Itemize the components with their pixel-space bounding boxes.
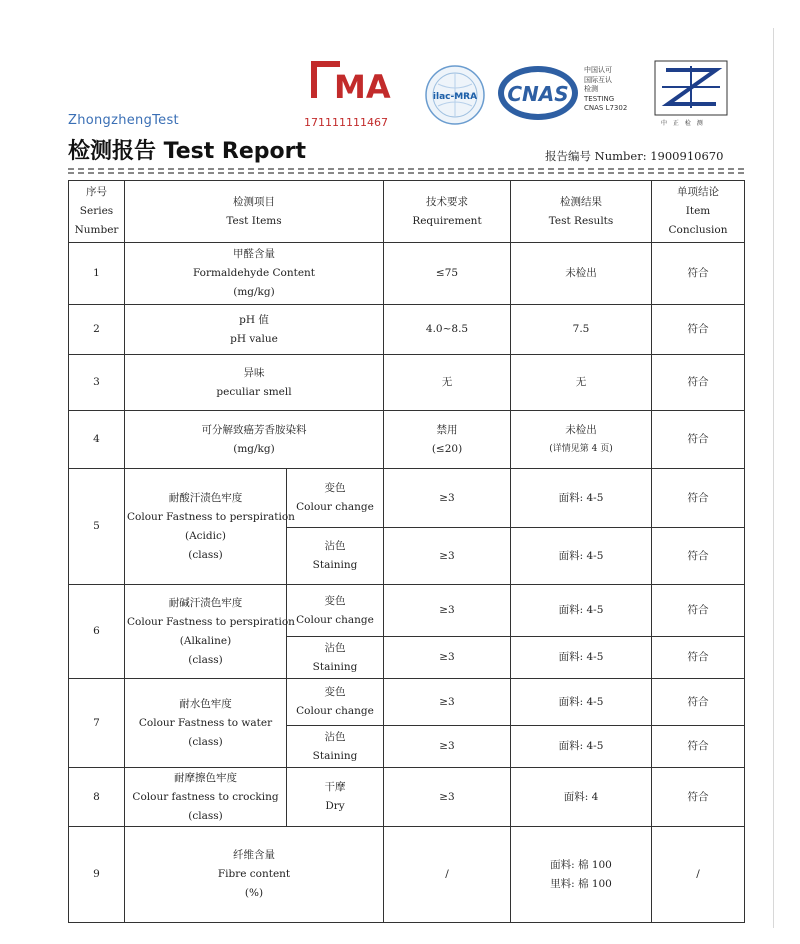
table-row: 7 耐水色牢度 Colour Fastness to water (class) 变色 Colour change ≥3 面料: 4-5 符合 — [69, 679, 745, 726]
header-items: 检测项目 Test Items — [125, 181, 384, 243]
table-row: 4 可分解致癌芳香胺染料 (mg/kg) 禁用 (≤20) 未检出 (详情见第 4 页) 符合 — [69, 411, 745, 469]
cma-number: 171111111467 — [304, 116, 388, 129]
table-row: 1 甲醛含量 Formaldehyde Content (mg/kg) ≤75 未检出 符合 — [69, 243, 745, 305]
ilac-logo — [424, 64, 486, 130]
table-row: 沾色 Staining ≥3 面料: 4-5 符合 — [69, 726, 745, 768]
divider-line — [68, 172, 744, 176]
svg-text:ilac-MRA: ilac-MRA — [432, 92, 478, 102]
page-edge-line — [773, 28, 774, 928]
svg-text:CNAS: CNAS — [507, 82, 569, 106]
report-number-value: 1900910670 — [650, 149, 724, 163]
brand-name: ZhongzhengTest — [68, 113, 179, 128]
header-serial: 序号 Series Number — [69, 181, 125, 243]
table-row: 6 耐碱汗渍色牢度 Colour Fastness to perspiration (Alkaline) (class) 变色 Colour change ≥3 面料: 4-5 符合 — [69, 585, 745, 637]
table-row: 3 异味 peculiar smell 无 无 符合 — [69, 355, 745, 411]
table-row: 沾色 Staining ≥3 面料: 4-5 符合 — [69, 528, 745, 585]
cma-logo — [310, 58, 398, 118]
header-requirement: 技术要求 Requirement — [384, 181, 511, 243]
table-row: 2 pH 值 pH value 4.0~8.5 7.5 符合 — [69, 305, 745, 355]
header-conclusion: 单项结论 Item Conclusion — [652, 181, 745, 243]
report-number-label: 报告编号 Number: — [545, 149, 647, 163]
table-header-row — [69, 181, 745, 243]
cnas-logo — [496, 64, 580, 126]
zz-logo — [654, 60, 728, 120]
zz-caption: 中 正 检 测 — [661, 120, 705, 127]
cnas-caption: 中国认可 国际互认 检测 TESTING CNAS L7302 — [584, 66, 628, 112]
table-row: 5 耐酸汗渍色牢度 Colour Fastness to perspiration (Acidic) (class) 变色 Colour change ≥3 面料: 4-5 符合 — [69, 469, 745, 528]
report-number — [545, 148, 723, 164]
table-row: 沾色 Staining ≥3 面料: 4-5 符合 — [69, 637, 745, 679]
report-title: 检测报告 Test Report — [68, 139, 307, 164]
table-row: 8 耐摩擦色牢度 Colour fastness to crocking (class) 干摩 Dry ≥3 面料: 4 符合 — [69, 768, 745, 827]
svg-text:MA: MA — [334, 68, 391, 106]
table-row: 9 纤维含量 Fibre content (%) / 面料: 棉 100 里料: 棉 100 / — [69, 827, 745, 923]
header-results: 检测结果 Test Results — [511, 181, 652, 243]
test-results-table — [68, 180, 745, 923]
